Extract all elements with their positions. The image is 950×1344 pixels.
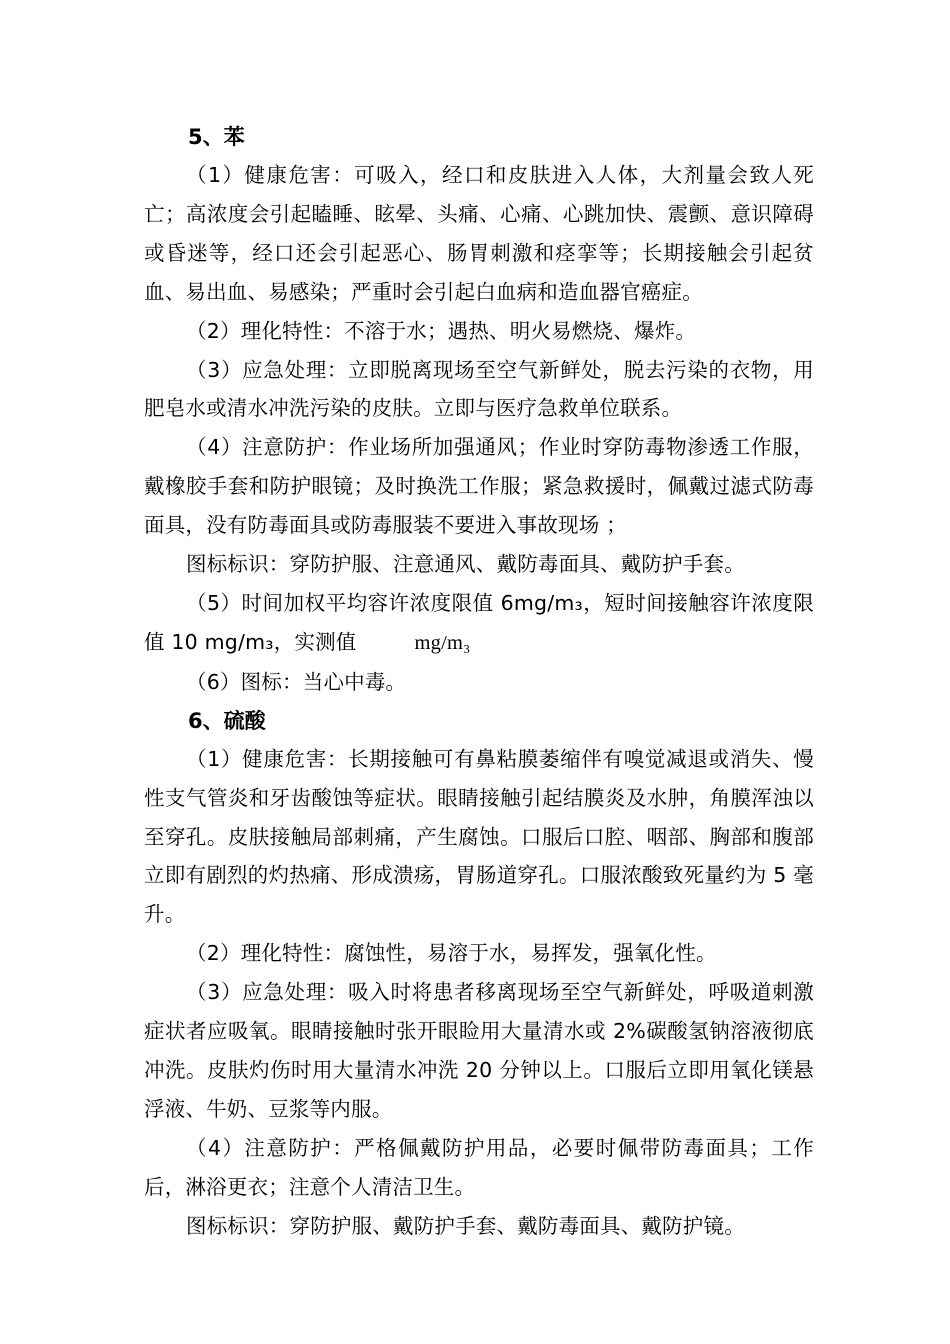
benzene-protection: （4）注意防护：作业场所加强通风；作业时穿防毒物渗透工作服，戴橡胶手套和防护眼镜；及时换洗工作服；紧急救援时，佩戴过滤式防毒面具，没有防毒面具或防毒服装不要进入事故现场 ；	[144, 435, 814, 538]
benzene-properties: （2）理化特性：不溶于水；遇热、明火易燃烧、爆炸。	[186, 318, 697, 343]
acid-health-hazard: （1）健康危害：长期接触可有鼻粘膜萎缩伴有嗅觉减退或消失、慢性支气管炎和牙齿酸蚀等症状。眼睛接触引起结膜炎及水肿，角膜浑浊以至穿孔。皮肤接触局部刺痛，产生腐蚀。口服后口腔、咽部、胸部和腹部立即有剧烈的灼热痛、形成溃疡，胃肠道穿孔。口服浓酸致死量约为 5 毫升。	[144, 746, 814, 927]
benzene-exposure-limits-text: （5）时间加权平均容许浓度限值 6mg/m₃，短时间接触容许浓度限值 10 mg/m₃，实测值	[144, 590, 814, 654]
section-heading-sulfuric-acid: 6、硫酸	[188, 708, 266, 733]
benzene-exposure-limits	[144, 584, 814, 663]
benzene-health-hazard: （1）健康危害：可吸入，经口和皮肤进入人体，大剂量会致人死亡；高浓度会引起瞌睡、眩晕、头痛、心痛、心跳加快、震颤、意识障碍或昏迷等，经口还会引起恶心、肠胃刺激和痉挛等；长期接触会引起贫血、易出血、易感染；严重时会引起白血病和造血器官癌症。	[144, 163, 814, 304]
measured-value-unit: mg/m₃	[414, 631, 471, 654]
acid-properties: （2）理化特性：腐蚀性，易溶于水，易挥发，强氧化性。	[186, 941, 717, 966]
benzene-emergency: （3）应急处理：立即脱离现场至空气新鲜处，脱去污染的衣物，用肥皂水或清水冲洗污染的皮肤。立即与医疗急救单位联系。	[144, 357, 814, 421]
document-body	[144, 118, 814, 1245]
acid-protection: （4）注意防护：严格佩戴防护用品，必要时佩带防毒面具；工作后，淋浴更衣；注意个人清洁卫生。	[144, 1135, 814, 1199]
acid-emergency: （3）应急处理：吸入时将患者移离现场至空气新鲜处，呼吸道刺激症状者应吸氧。眼睛接触时张开眼睑用大量清水或 2%碳酸氢钠溶液彻底冲洗。皮肤灼伤时用大量清水冲洗 20 分钟以上。口服后立即用氧化镁悬浮液、牛奶、豆浆等内服。	[144, 980, 814, 1121]
acid-sign-labels: 图标标识：穿防护服、戴防护手套、戴防毒面具、戴防护镜。	[186, 1213, 745, 1238]
benzene-icon-note: （6）图标：当心中毒。	[186, 669, 407, 694]
benzene-sign-labels: 图标标识：穿防护服、注意通风、戴防毒面具、戴防护手套。	[186, 552, 745, 577]
section-heading-benzene: 5、苯	[188, 125, 245, 149]
